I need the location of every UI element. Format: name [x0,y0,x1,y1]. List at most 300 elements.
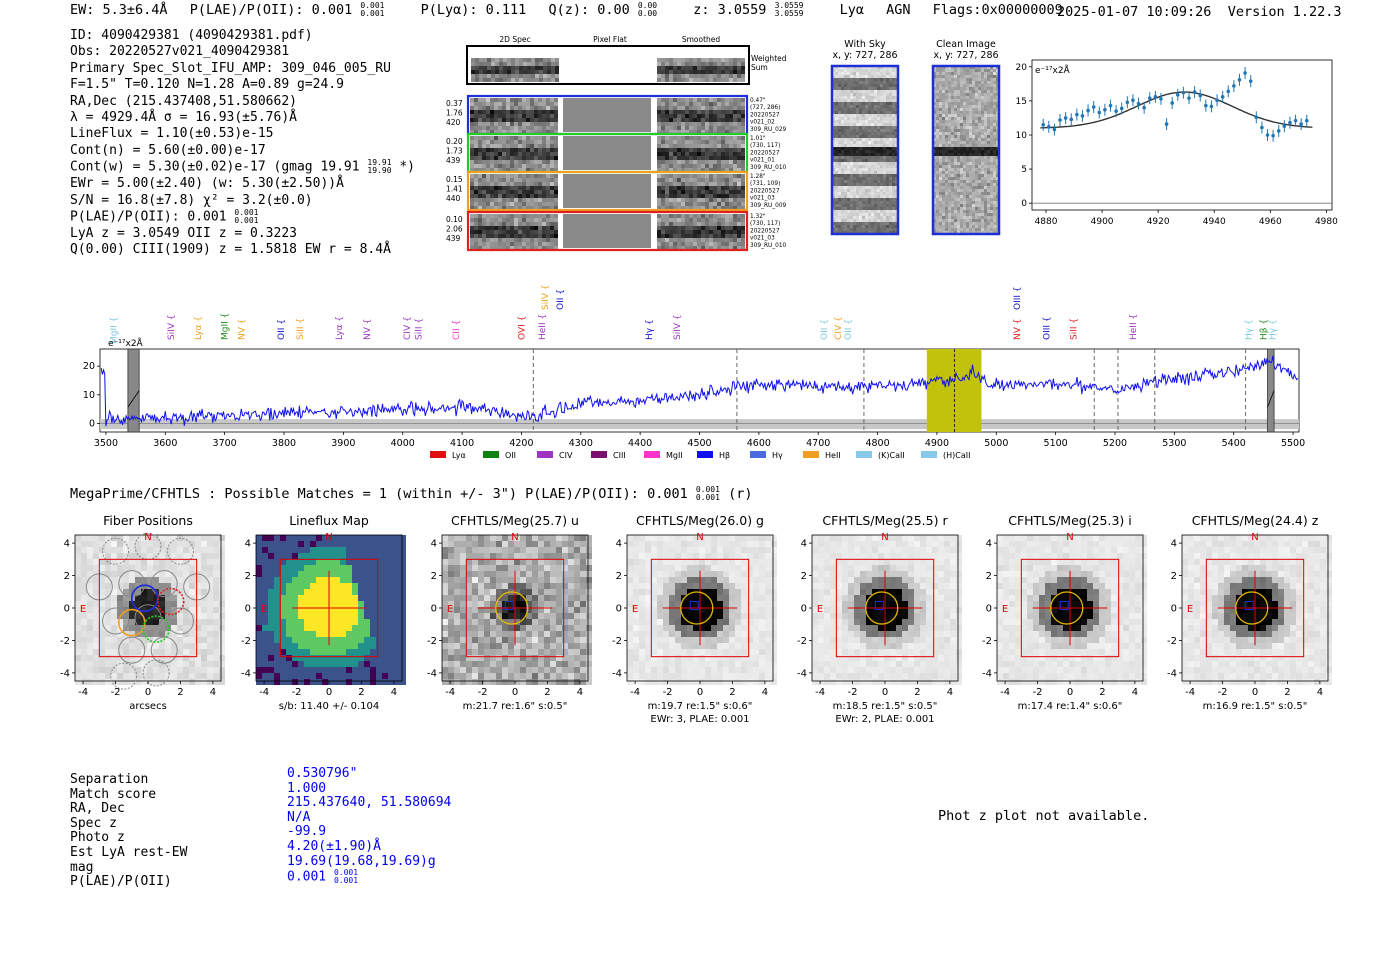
twod-pixel [673,182,677,186]
stamp-pixel [984,183,987,186]
stamp-pixel [883,141,886,144]
stamp-pixel [972,93,975,96]
stamp-pixel [886,87,889,90]
twod-pixel [506,214,510,218]
twod-pixel [673,148,677,152]
stamp-pixel [838,150,841,153]
twod-pixel [657,230,661,234]
zoom-data-point [1064,116,1068,120]
twod-pixel [665,242,669,246]
stamp-pixel [987,126,990,129]
cutout-pixel [195,589,201,595]
twod-pixel [506,174,510,178]
stamp-pixel [972,144,975,147]
stamp-pixel [957,84,960,87]
stamp-pixel [942,168,945,171]
twod-pixel [510,202,514,206]
stamp-pixel [963,108,966,111]
stamp-pixel [957,87,960,90]
twod-pixel [685,238,689,242]
stamp-pixel [963,177,966,180]
stamp-pixel [957,75,960,78]
twod-pixel [547,70,551,74]
twod-pixel [542,234,546,238]
stamp-pixel [853,213,856,216]
stamp-pixel [892,120,895,123]
stamp-pixel [939,69,942,72]
stamp-pixel [877,183,880,186]
stamp-pixel [957,150,960,153]
stamp-pixel [889,180,892,183]
stamp-pixel [942,162,945,165]
stamp-pixel [978,153,981,156]
zoom-data-point [1283,124,1287,128]
stamp-pixel [886,147,889,150]
stamp-pixel [975,153,978,156]
twod-pixel [701,234,705,238]
stamp-pixel [939,96,942,99]
stamp-pixel [883,183,886,186]
stamp-pixel [960,126,963,129]
cutout-pixel [219,559,225,565]
stamp-pixel [993,123,996,126]
stamp-pixel [850,198,853,201]
cutout-pixel [93,541,99,547]
twod-pixel [657,148,661,152]
stamp-pixel [948,108,951,111]
stamp-pixel [880,114,883,117]
twod-pixel [669,214,673,218]
twod-pixel [705,58,709,62]
twod-pixel [705,148,709,152]
legend-swatch [856,451,872,458]
cutout-pixel [81,589,87,595]
stamp-pixel [874,159,877,162]
twod-pixel [713,144,717,148]
stamp-pixel [892,192,895,195]
stamp-pixel [862,129,865,132]
stamp-pixel [835,108,838,111]
stamp-pixel [981,198,984,201]
stamp-pixel [868,204,871,207]
stamp-pixel [963,174,966,177]
twod-pixel [522,98,526,102]
twod-pixel [486,106,490,110]
stamp-pixel [868,198,871,201]
twod-pixel [542,186,546,190]
cutout-pixel [147,547,153,553]
stamp-pixel [975,111,978,114]
twod-pixel [717,186,721,190]
stamp-pixel [892,222,895,225]
stamp-pixel [957,117,960,120]
stamp-pixel [948,201,951,204]
stamp-pixel [877,141,880,144]
stamp-pixel [892,195,895,198]
cutout-pixel [147,601,153,607]
stamp-pixel [853,141,856,144]
cutout-pixel [75,589,81,595]
stamp-pixel [892,144,895,147]
twod-pixel [689,156,693,160]
twod-pixel [490,114,494,118]
twod-pixel [551,78,555,82]
cutout-pixel [99,577,105,583]
stamp-pixel [886,96,889,99]
stamp-pixel [942,186,945,189]
stamp-pixel [981,168,984,171]
twod-pixel [701,106,705,110]
stamp-pixel [892,165,895,168]
stamp-pixel [856,138,859,141]
stamp-pixel [978,69,981,72]
stamp-pixel [948,135,951,138]
stamp-pixel [850,111,853,114]
stamp-pixel [844,204,847,207]
stamp-pixel [984,126,987,129]
cutout-pixel [213,535,219,541]
twod-pixel [721,230,725,234]
stamp-pixel [835,138,838,141]
fiber-row-meta: 309_RU_010 [750,164,787,171]
stamp-pixel [853,159,856,162]
stamp-pixel [978,129,981,132]
cutout-pixel [87,601,93,607]
stamp-pixel [942,228,945,231]
twod-pixel [478,110,482,114]
stamp-pixel [856,96,859,99]
stamp-pixel [987,159,990,162]
stamp-pixel [889,213,892,216]
twod-pixel [741,164,745,168]
twod-pixel [487,70,491,74]
twod-pixel [669,118,673,122]
legend-swatch [750,451,766,458]
stamp-pixel [969,108,972,111]
stamp-pixel [975,141,978,144]
twod-pixel [741,218,745,222]
stamp-pixel [865,195,868,198]
stamp-pixel [954,111,957,114]
twod-pixel [689,98,693,102]
stamp-pixel [892,180,895,183]
twod-pixel [673,144,677,148]
stamp-pixel [948,150,951,153]
stamp-pixel [948,93,951,96]
twod-pixel [717,194,721,198]
twod-pixel [550,160,554,164]
stamp-pixel [835,117,838,120]
stamp-pixel [859,75,862,78]
weighted-sum-label: Weighted [751,54,787,63]
cutout-pixel [213,583,219,589]
stamp-pixel [939,111,942,114]
stamp-pixel [984,108,987,111]
twod-pixel [494,186,498,190]
stamp-pixel [889,132,892,135]
stamp-pixel [957,168,960,171]
stamp-pixel [966,195,969,198]
stamp-pixel [853,228,856,231]
spectral-line-label: SiII { [296,317,307,340]
stamp-pixel [954,132,957,135]
twod-pixel [709,160,713,164]
zoom-data-point [1154,95,1158,99]
stamp-pixel [948,69,951,72]
twod-pixel [693,222,697,226]
stamp-pixel [939,216,942,219]
twod-pixel [514,110,518,114]
stamp-pixel [951,210,954,213]
stamp-pixel [984,120,987,123]
stamp-pixel [874,216,877,219]
stamp-pixel [963,195,966,198]
twod-pixel [518,194,522,198]
twod-pixel [721,136,725,140]
stamp-pixel [939,168,942,171]
twod-pixel [697,122,701,126]
stamp-pixel [978,72,981,75]
stamp-pixel [954,189,957,192]
stamp-pixel [942,132,945,135]
stamp-pixel [880,180,883,183]
stamp-pixel [948,117,951,120]
stamp-pixel [987,111,990,114]
stamp-pixel [871,105,874,108]
stamp-pixel [853,177,856,180]
twod-pixel [721,70,725,74]
twod-pixel [717,58,721,62]
stamp-pixel [862,168,865,171]
twod-pixel [665,230,669,234]
stamp-pixel [966,192,969,195]
stamp-pixel [942,159,945,162]
twod-pixel [681,110,685,114]
stamp-pixel [978,120,981,123]
twod-pixel [542,160,546,164]
stamp-pixel [972,183,975,186]
twod-pixel [657,70,661,74]
twod-pixel [689,144,693,148]
cutout-pixel [147,553,153,559]
twod-pixel [506,202,510,206]
twod-pixel [515,66,519,70]
stamp-pixel [883,171,886,174]
stamp-pixel [981,90,984,93]
stamp-pixel [871,216,874,219]
stamp-pixel [889,96,892,99]
stamp-pixel [957,222,960,225]
stamp-pixel [978,189,981,192]
stamp-pixel [981,228,984,231]
twod-pixel [657,178,661,182]
stamp-pixel [883,87,886,90]
stamp-pixel [960,171,963,174]
stamp-pixel [960,198,963,201]
stamp-pixel [948,105,951,108]
stamp-pixel [948,138,951,141]
stamp-pixel [874,150,877,153]
twod-pixel [554,140,558,144]
twod-pixel [502,160,506,164]
stamp-pixel [877,174,880,177]
stamp-pixel [856,171,859,174]
stamp-pixel [987,102,990,105]
twod-pixel [530,160,534,164]
twod-pixel [527,74,531,78]
stamp-pixel [975,81,978,84]
stamp-pixel [984,90,987,93]
stamp-pixel [936,165,939,168]
twod-pixel [665,238,669,242]
stamp-pixel [972,153,975,156]
with-sky-title: With Sky [844,39,886,50]
stamp-pixel [972,162,975,165]
fiber-row-meta: v021_02 [750,119,775,126]
cutout-pixel [111,547,117,553]
stamp-pixel [883,114,886,117]
twod-pixel [518,242,522,246]
stamp-pixel [892,72,895,75]
stamp-pixel [847,81,850,84]
fiber-row-stat: 439 [446,156,461,165]
twod-pixel [661,136,665,140]
stamp-pixel [972,84,975,87]
twod-pixel [681,78,685,82]
stamp-pixel [981,120,984,123]
twod-pixel [482,106,486,110]
stamp-pixel [889,93,892,96]
cutout-pixel [201,565,207,571]
twod-pixel [506,144,510,148]
twod-pixel [506,178,510,182]
stamp-pixel [889,183,892,186]
stamp-pixel [871,75,874,78]
stamp-pixel [883,117,886,120]
stamp-pixel [841,177,844,180]
stamp-pixel [853,150,856,153]
twod-pixel [498,156,502,160]
stamp-pixel [835,219,838,222]
twod-pixel [729,218,733,222]
stamp-pixel [945,225,948,228]
zoom-y-tick-label: 5 [1021,165,1027,176]
stamp-pixel [886,213,889,216]
zoom-y-tick-label: 0 [1021,199,1027,210]
twod-pixel [685,226,689,230]
stamp-pixel [841,132,844,135]
cutout-pixel [141,553,147,559]
zoom-data-point [1103,108,1107,112]
twod-pixel [550,136,554,140]
twod-pixel [661,214,665,218]
twod-pixel [689,62,693,66]
stamp-pixel [966,189,969,192]
stamp-pixel [987,138,990,141]
cutout-pixel [177,577,183,583]
stamp-pixel [868,69,871,72]
twod-pixel [725,214,729,218]
twod-pixel [681,148,685,152]
stamp-pixel [978,147,981,150]
twod-pixel [474,102,478,106]
zoom-data-point [1288,121,1292,125]
stamp-pixel [892,123,895,126]
stamp-pixel [987,198,990,201]
stamp-pixel [874,138,877,141]
twod-pixel [741,242,745,246]
stamp-pixel [963,156,966,159]
stamp-pixel [835,156,838,159]
stamp-pixel [957,93,960,96]
twod-pixel [705,186,709,190]
stamp-pixel [859,147,862,150]
cutout-pixel [75,553,81,559]
stamp-pixel [835,213,838,216]
stamp-pixel [939,141,942,144]
stamp-pixel [853,156,856,159]
twod-pixel [685,58,689,62]
stamp-pixel [954,147,957,150]
twod-pixel [498,160,502,164]
stamp-pixel [984,132,987,135]
twod-pixel [486,234,490,238]
stamp-pixel [987,132,990,135]
stamp-pixel [847,75,850,78]
twod-pixel [657,140,661,144]
fiber-row-stat: 439 [446,234,461,243]
stamp-pixel [853,87,856,90]
twod-pixel [689,194,693,198]
stamp-pixel [936,99,939,102]
stamp-pixel [865,90,868,93]
stamp-pixel [886,186,889,189]
twod-pixel [494,214,498,218]
twod-pixel [535,66,539,70]
twod-pixel [741,58,745,62]
twod-pixel [681,98,685,102]
stamp-pixel [886,219,889,222]
stamp-pixel [936,117,939,120]
stamp-pixel [969,216,972,219]
stamp-pixel [862,138,865,141]
spectrum-x-tick-label: 5300 [1162,438,1187,449]
twod-pixel [717,102,721,106]
twod-pixel [713,218,717,222]
twod-pixel [494,226,498,230]
twod-pixel [474,126,478,130]
stamp-pixel [981,222,984,225]
twod-pixel [510,164,514,168]
twod-pixel [470,164,474,168]
twod-pixel [518,182,522,186]
stamp-pixel [844,135,847,138]
stamp-pixel [859,213,862,216]
stamp-pixel [942,78,945,81]
twod-pixel [697,74,701,78]
twod-pixel [701,178,705,182]
twod-pixel [518,222,522,226]
stamp-pixel [936,129,939,132]
stamp-pixel [838,135,841,138]
stamp-pixel [969,84,972,87]
twod-pixel [717,238,721,242]
stamp-pixel [993,147,996,150]
stamp-pixel [850,192,853,195]
twod-pixel [693,242,697,246]
stamp-pixel [966,138,969,141]
stamp-pixel [883,198,886,201]
